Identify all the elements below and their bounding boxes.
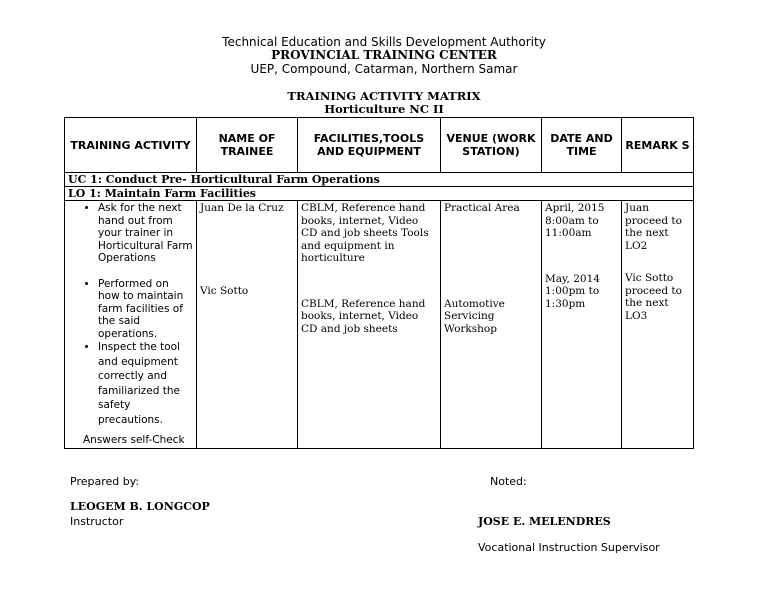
column-header-trainee: NAME OF TRAINEE [197,118,298,173]
remarks-cell [622,201,694,449]
remarks-text: Vic Sotto proceed to the next LO3 [625,272,682,322]
center-address: UEP, Compound, Catarman, Northern Samar [250,62,518,76]
prepared-by-name: LEOGEM B. LONGCOP [70,500,210,513]
document-subtitle: Horticulture NC II [324,102,444,116]
datetime-text: April, 2015 8:00am to 11:00am [545,202,605,239]
list-item: • Ask for the next hand out from your trainer in Horticultural Farm Operations [98,202,193,265]
facilities-text: CBLM, Reference hand books, internet, Video CD and job sheets [301,297,426,335]
remarks-text: Juan proceed to the next LO2 [625,202,682,252]
noted-label: Noted: [490,475,527,488]
unit-competency-row [65,173,694,187]
datetime-text: May, 2014 1:00pm to 1:30pm [545,272,600,310]
trainee-cell [197,201,298,449]
learning-outcome-row [65,187,694,201]
list-item: • Performed on how to maintain farm facilities of the said operations. [98,278,193,341]
noted-by-name: JOSE E. MELENDRES [478,515,611,528]
learning-outcome-label: LO 1: Maintain Farm Facilities [65,187,694,201]
prepared-by-title: Instructor [70,515,124,528]
column-header-remarks: REMARK S [622,118,694,173]
self-check-note: Answers self-Check [83,434,185,446]
agency-name: Technical Education and Skills Development Authority [222,35,546,49]
training-center-name: PROVINCIAL TRAINING CENTER [271,48,497,62]
trainee-name: Vic Sotto [200,284,249,297]
venue-text: Practical Area [444,202,520,214]
noted-by-title: Vocational Instruction Supervisor [478,541,660,554]
list-item: • Inspect the tool and equipment correctly and familiarized the safety precautions. [98,340,193,427]
column-header-venue: VENUE (WORK STATION) [441,118,542,173]
facilities-text: CBLM, Reference hand books, internet, Video CD and job sheets Tools and equipment in horticulture [301,202,429,264]
activities-cell [65,201,197,449]
prepared-by-label: Prepared by: [70,475,140,488]
document-title: TRAINING ACTIVITY MATRIX [287,89,481,103]
unit-competency-label: UC 1: Conduct Pre- Horticultural Farm Operations [65,173,694,187]
venue-cell [441,201,542,449]
trainee-name: Juan De la Cruz [200,202,284,214]
column-header-facilities: FACILITIES,TOOLS AND EQUIPMENT [298,118,441,173]
facilities-cell [298,201,441,449]
table-header-row [65,118,694,173]
datetime-cell [542,201,622,449]
training-activity-table [64,117,694,449]
table-body-row [65,201,694,449]
column-header-datetime: DATE AND TIME [542,118,622,173]
activity-list [65,278,193,428]
venue-text: Automotive Servicing Workshop [444,297,505,335]
activity-list [65,202,193,265]
column-header-activity: TRAINING ACTIVITY [65,118,197,173]
